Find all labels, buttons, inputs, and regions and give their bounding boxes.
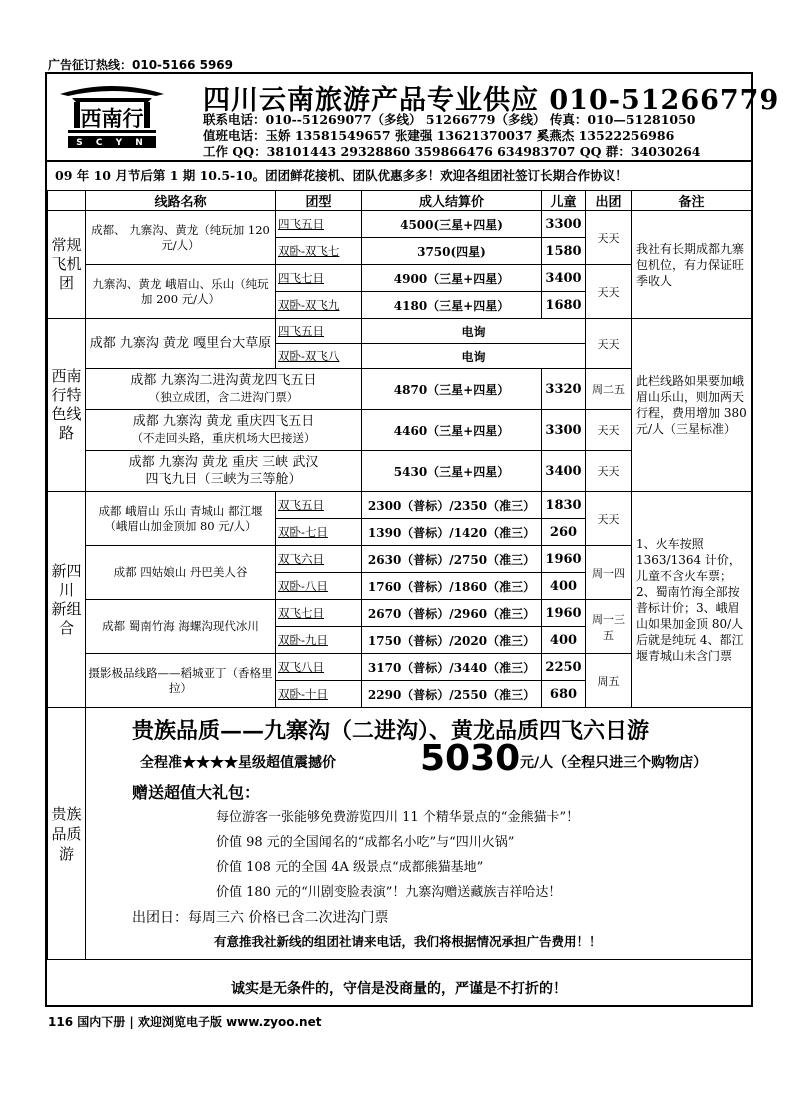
adult-price: 电询 [362,344,586,369]
departure-cell: 天天 [586,410,632,451]
adult-price: 4900（三星+四星） [362,265,542,292]
route-line: 成都 九寨沟 黄龙 重庆 三峡 武汉 [128,455,319,470]
note-cell: 我社有长期成都九寨包机位，有力保证旺季收人 [632,211,752,319]
header-type: 团型 [276,191,362,211]
group-type: 双飞六日 [276,546,362,573]
child-price: 3320 [542,369,586,410]
route-name: 摄影极品线路——稻城亚丁（香格里拉） [86,654,276,708]
route-subline: （独立成团，含二进沟门票） [148,390,299,404]
route-line: 成都 九寨沟二进沟黄龙四飞五日 [130,373,317,388]
group-type: 四飞五日 [276,211,362,238]
child-price: 400 [542,573,586,600]
page-footer: 116 国内下册 | 欢迎浏览电子版 www.zyoo.net [48,1015,322,1029]
route-name: 成都 四姑娘山 丹巴美人谷 [86,546,276,600]
child-price: 2250 [542,654,586,681]
group-type: 双卧-九日 [276,627,362,654]
header-route: 线路名称 [86,191,276,211]
note-cell: 1、火车按照 1363/1364 计价，儿童不含火车票；2、蜀南竹海全部按普标计价；3、峨眉山如果加金顶 80/人后就是纯玩 4、都江堰青城山未含门票 [632,492,752,708]
adult-price: 2300（普标）/2350（准三） [362,492,542,519]
route-name [86,410,362,451]
adult-price: 1750（普标）/2020（准三） [362,627,542,654]
route-table [47,190,752,960]
adult-price: 4500(三星+四星) [362,211,542,238]
route-name [86,369,362,410]
ad-hotline: 广告征订热线：010-5166 5969 [48,58,234,72]
luxury-price-prefix: 全程准★★★★星级超值震撼价 [140,755,336,771]
child-price: 1680 [542,292,586,319]
group-type: 双卧-七日 [276,519,362,546]
category-cell: 新四川 新组合 [48,492,86,708]
child-price: 3300 [542,211,586,238]
adult-price: 3750(四星) [362,238,542,265]
luxury-promo [86,708,752,960]
header-blank [48,191,86,211]
group-type: 双卧-双飞七 [276,238,362,265]
route-name [86,451,362,492]
adult-price: 1390（普标）/1420（准三） [362,519,542,546]
child-price: 3400 [542,451,586,492]
adult-price: 1760（普标）/1860（准三） [362,573,542,600]
header-child: 儿童 [542,191,586,211]
child-price: 260 [542,519,586,546]
departure-cell: 天天 [586,265,632,319]
header-note: 备注 [632,191,752,211]
note-cell: 此栏线路如果要加峨眉山乐山，则加两天行程，费用增加 380 元/人（三星标准） [632,319,752,492]
group-type: 双卧-八日 [276,573,362,600]
adult-price: 5430（三星+四星） [362,451,542,492]
adult-price: 2630（普标）/2750（准三） [362,546,542,573]
child-price: 1580 [542,238,586,265]
route-subline: （不走回头路，重庆机场大巴接送） [131,431,316,445]
child-price: 680 [542,681,586,708]
group-type: 双飞五日 [276,492,362,519]
route-name: 九寨沟、黄龙 峨眉山、乐山（纯玩加 200 元/人） [86,265,276,319]
adult-price: 电询 [362,319,586,344]
departure-cell: 周一三五 [586,600,632,654]
group-type: 四飞五日 [276,319,362,344]
group-type: 双卧-双飞八 [276,344,362,369]
departure-cell: 周一四 [586,546,632,600]
category-cell: 常规飞机团 [48,211,86,319]
group-type: 双飞七日 [276,600,362,627]
group-type: 四飞七日 [276,265,362,292]
group-type: 双卧-十日 [276,681,362,708]
logo-sub: S C Y N [76,138,148,148]
notice: 09 年 10 月节后第 1 期 10.5-10。团团鲜花接机、团队优惠多多！欢迎各组团社签订长期合作协议！ [55,168,628,183]
adult-price: 3170（普标）/3440（准三） [362,654,542,681]
departure-cell: 天天 [586,451,632,492]
luxury-price: 5030 [420,738,521,779]
header-title: 四川云南旅游产品专业供应 010-51266779 [203,85,780,116]
group-type: 双卧-双飞九 [276,292,362,319]
departure-cell: 天天 [586,211,632,265]
agency-logo [52,80,172,150]
group-type: 双飞八日 [276,654,362,681]
luxury-price-suffix: 元/人（全程只进三个购物店） [520,755,708,771]
child-price: 1960 [542,546,586,573]
departure-cell: 周二五 [586,369,632,410]
route-subline: 四飞九日（三峡为三等舱） [145,472,302,487]
departure-cell: 周五 [586,654,632,708]
route-line: 成都 九寨沟 黄龙 重庆四飞五日 [132,414,315,429]
adult-price: 2290（普标）/2550（准三） [362,681,542,708]
category-cell: 西南行特色线路 [48,319,86,492]
header-departure: 出团 [586,191,632,211]
child-price: 1830 [542,492,586,519]
luxury-headline: 贵族品质——九寨沟（二进沟）、黄龙品质四飞六日游 [132,718,650,744]
gift-item: 价值 180 元的“川剧变脸表演”！九寨沟赠送藏族吉祥哈达！ [216,885,562,900]
adult-price: 4460（三星+四星） [362,410,542,451]
luxury-departure: 出团日：每周三六 价格已含二次进沟门票 [132,910,389,926]
departure-cell: 天天 [586,319,632,369]
logo-name: 西南行 [80,106,144,131]
child-price: 400 [542,627,586,654]
adult-price: 4870（三星+四星） [362,369,542,410]
contact-phone: 联系电话：010--51269077（多线） 51266779（多线） 传真：010—51281050 [203,112,696,127]
route-name: 成都 九寨沟 黄龙 嘎里台大草原 [86,319,276,369]
pagoda-logo-icon [52,80,172,150]
departure-cell: 天天 [586,492,632,546]
gift-item: 价值 108 元的全国 4A 级景点“成都熊猫基地” [216,860,484,875]
adult-price: 4180（三星+四星） [362,292,542,319]
duty-phone: 值班电话：玉娇 13581549657 张建强 13621370037 奚燕杰 13522256986 [203,128,675,143]
route-name: 成都 峨眉山 乐山 青城山 都江堰（峨眉山加金顶加 80 元/人） [86,492,276,546]
child-price: 3300 [542,410,586,451]
header-divider [47,160,751,162]
footer-slogan: 诚实是无条件的，守信是没商量的，严谨是不打折的！ [231,981,567,997]
child-price: 3400 [542,265,586,292]
luxury-category: 贵族品质游 [48,708,86,960]
header-price: 成人结算价 [362,191,542,211]
route-name: 成都、 九寨沟、黄龙（纯玩加 120 元/人） [86,211,276,265]
child-price: 1960 [542,600,586,627]
qq-line: 工作 QQ：38101443 29328860 359866476 634983707 QQ 群：34030264 [203,144,701,159]
adult-price: 2670（普标）/2960（准三） [362,600,542,627]
gift-item: 价值 98 元的全国闻名的“成都名小吃”与“四川火锅” [216,835,515,850]
gift-item: 每位游客一张能够免费游览四川 11 个精华景点的“金熊猫卡”！ [216,810,580,825]
promo-line: 有意推我社新线的组团社请来电话，我们将根据情况承担广告费用！！ [214,934,602,949]
gift-title: 赠送超值大礼包： [132,783,261,802]
route-name: 成都 蜀南竹海 海螺沟现代冰川 [86,600,276,654]
